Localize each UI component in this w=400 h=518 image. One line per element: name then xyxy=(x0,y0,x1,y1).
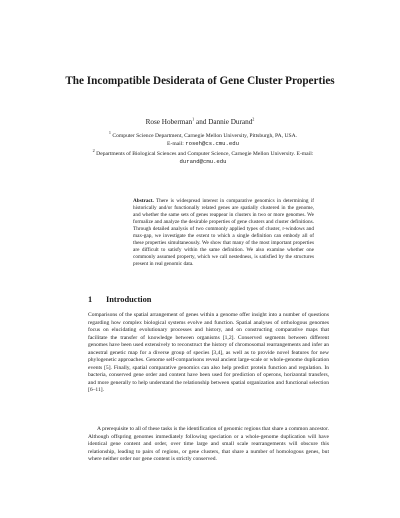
abstract-label: Abstract. xyxy=(133,198,154,204)
email-address: durand@cmu.edu xyxy=(179,157,227,165)
paper-title: The Incompatible Desiderata of Gene Cluster Properties xyxy=(65,75,335,87)
section-number: 1 xyxy=(88,295,93,304)
body-paragraph: A prerequisite to all of these tasks is the identification of genomic regions that share a common ancestor. Although offspring genomes immediately following speciation or a whole-genome duplication will have identical gene content and order, over time large and small scale rearrangements will obscure this relationship, leading to pairs of regions, or gene clusters, that share a number of homologous genes, but where neither order nor gene content is strictly conserved. xyxy=(88,426,329,463)
email-label: E-mail: xyxy=(296,150,314,157)
affiliation-marker: 2 xyxy=(92,147,95,153)
affiliations xyxy=(85,130,321,168)
email-label: E-mail: xyxy=(167,141,186,148)
section-title: Introduction xyxy=(106,295,152,304)
affiliation xyxy=(85,147,321,167)
affiliation xyxy=(85,130,321,149)
author-line xyxy=(60,118,340,127)
body-paragraph: Comparisons of the spatial arrangement of genes within a genome offer insight into a number of questions regarding how complex biological systems evolve and function. Spatial analyses of orthologous genomes focus on elucidating evolutionary processes and history, and on constructing comparative maps that facilitate the transfer of knowledge between organisms [1,2]. Conserved segments between different genomes have been used extensively to reconstruct the history of chromosomal rearrangements and infer an ancestral genetic map for a diverse group of species [3,4], as well as to provide novel features for new phylogenetic approaches. Genome self-comparisons reveal ancient large-scale or whole-genome duplication events [5]. Finally, spatial comparative genomics can also help predict protein function and regulation. In bacteria, conserved gene order and content have been used for prediction of operons, horizontal transfers, and more generally to help understand the relationship between spatial organization and functional selection [6–11]. xyxy=(88,312,329,394)
author-name: Rose Hoberman xyxy=(145,118,193,126)
author-affiliation-marker: 1 xyxy=(192,116,195,122)
affiliation-text: Departments of Biological Sciences and Computer Science, Carnegie Mellon University. xyxy=(96,150,296,157)
author-name: Dannie Durand xyxy=(208,118,253,126)
abstract xyxy=(133,198,314,268)
affiliation-marker: 1 xyxy=(108,130,111,136)
author-affiliation-marker: 2 xyxy=(252,116,255,122)
affiliation-text: Computer Science Department, Carnegie Mellon University, Pittsburgh, PA, USA. xyxy=(112,133,298,139)
abstract-text: There is widespread interest in comparative genomics in determining if historically and/or functionally related genes are spatially clustered in the genome, and whether the same sets of genes reappear in clusters in two or more genomes. We formalize and analyze the desirable properties of gene clusters and cluster definitions. Through detailed analysis of two commonly applied types of cluster, r-windows and max-gap, we investigate the extent to which a single definition can embody all of these properties simultaneously. We show that many of the most important properties are difficult to satisfy within the same definition. We also examine whether one commonly assumed property, which we call nestedness, is satisfied by the structures present in real genomic data. xyxy=(133,198,314,267)
author-conjunction: and xyxy=(194,118,209,126)
section-heading xyxy=(88,295,328,304)
email-address: roseh@cs.cmu.edu xyxy=(185,140,239,148)
